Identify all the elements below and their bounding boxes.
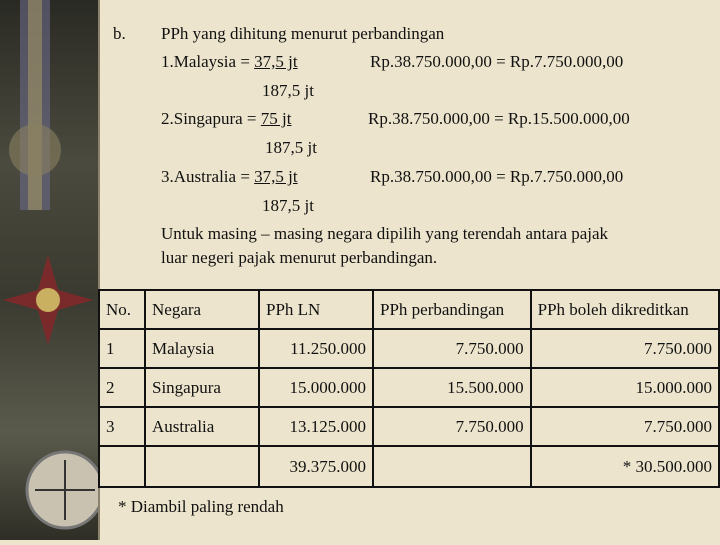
calc-line-malaysia: 1.Malaysia = 37,5 jt	[161, 52, 298, 71]
total-pph-dikreditkan: * 30.500.000	[531, 446, 719, 487]
medal-icon	[0, 0, 98, 540]
section-label: b.	[113, 24, 126, 43]
calc-result-malaysia: Rp.38.750.000,00 = Rp.7.750.000,00	[370, 52, 624, 71]
cell-pph-perbandingan: 7.750.000	[373, 329, 531, 368]
calc-line-australia: 3.Australia = 37,5 jt	[161, 167, 298, 186]
table-header-row	[99, 290, 719, 329]
summary-text: luar negeri pajak menurut perbandingan.	[161, 248, 438, 267]
cell-pph-dikreditkan: 7.750.000	[531, 329, 719, 368]
header-no: No.	[99, 290, 145, 329]
calc-denominator: 187,5 jt	[262, 81, 314, 100]
table-row	[99, 407, 719, 446]
total-pph-ln: 39.375.000	[259, 446, 373, 487]
footnote: * Diambil paling rendah	[118, 497, 284, 516]
cell-no: 3	[99, 407, 145, 446]
summary-text: Untuk masing – masing negara dipilih yang terendah antara pajak	[161, 224, 609, 243]
cell-pph-perbandingan: 7.750.000	[373, 407, 531, 446]
cell-pph-ln: 15.000.000	[259, 368, 373, 407]
cell-pph-dikreditkan: 15.000.000	[531, 368, 719, 407]
total-pph-perbandingan	[373, 446, 531, 487]
calc-line-singapura: 2.Singapura = 75 jt	[161, 109, 292, 128]
cell-pph-dikreditkan: 7.750.000	[531, 407, 719, 446]
table-total-row	[99, 446, 719, 487]
cell-no	[99, 446, 145, 487]
header-negara: Negara	[145, 290, 259, 329]
calc-denominator: 187,5 jt	[262, 196, 314, 215]
calc-denominator: 187,5 jt	[265, 138, 317, 157]
cell-negara: Malaysia	[145, 329, 259, 368]
section-heading: PPh yang dihitung menurut perbandingan	[161, 24, 445, 43]
header-pph-perbandingan: PPh perbandingan	[373, 290, 531, 329]
table-row	[99, 329, 719, 368]
cell-negara: Australia	[145, 407, 259, 446]
calc-result-australia: Rp.38.750.000,00 = Rp.7.750.000,00	[370, 167, 624, 186]
cell-pph-ln: 11.250.000	[259, 329, 373, 368]
decorative-sidebar-image	[0, 0, 100, 540]
cell-negara	[145, 446, 259, 487]
table-row	[99, 368, 719, 407]
cell-pph-perbandingan: 15.500.000	[373, 368, 531, 407]
credit-table	[98, 289, 720, 488]
header-pph-dikreditkan: PPh boleh dikreditkan	[531, 290, 719, 329]
cell-no: 1	[99, 329, 145, 368]
calc-result-singapura: Rp.38.750.000,00 = Rp.15.500.000,00	[368, 109, 630, 128]
cell-pph-ln: 13.125.000	[259, 407, 373, 446]
header-pph-ln: PPh LN	[259, 290, 373, 329]
cell-negara: Singapura	[145, 368, 259, 407]
cell-no: 2	[99, 368, 145, 407]
